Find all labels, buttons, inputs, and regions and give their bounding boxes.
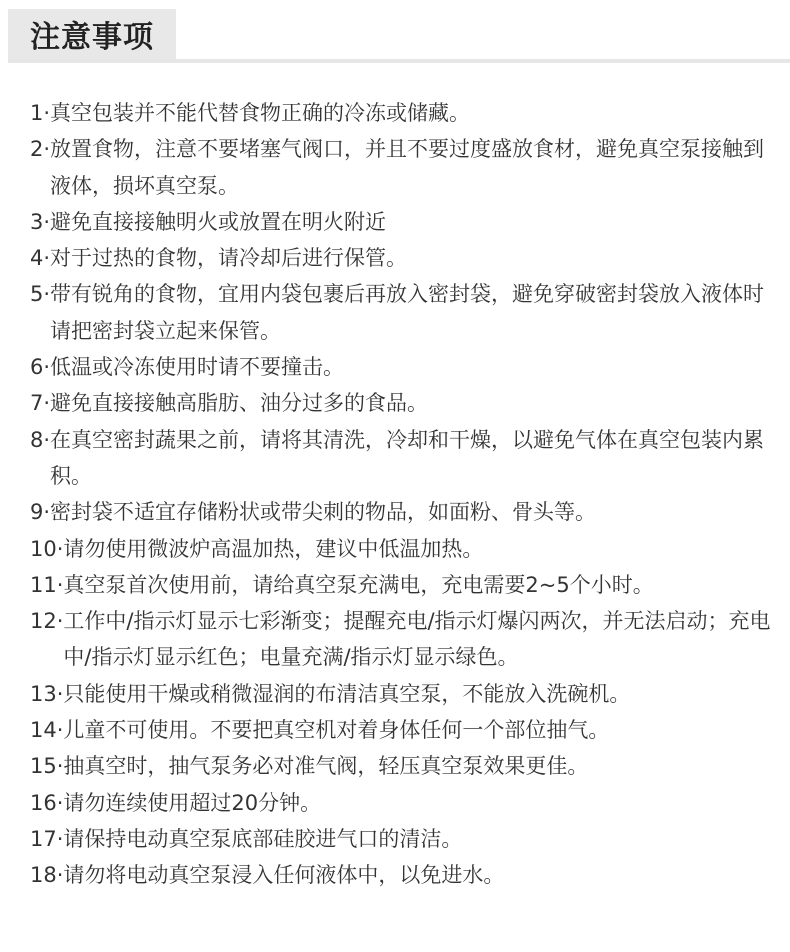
note-number: 5· xyxy=(30,282,51,307)
note-item xyxy=(30,385,780,421)
note-number: 17· xyxy=(30,826,64,851)
note-item xyxy=(30,131,780,204)
note-item xyxy=(30,785,780,821)
note-text: 请勿使用微波炉高温加热，建议中低温加热。 xyxy=(63,536,484,561)
note-text: 对于过热的食物，请冷却后进行保管。 xyxy=(50,246,408,271)
note-item xyxy=(30,204,780,240)
note-item xyxy=(30,603,780,676)
note-text: 密封袋不适宜存储粉状或带尖刺的物品，如面粉、骨头等。 xyxy=(50,500,597,525)
note-text: 在真空密封蔬果之前，请将其清洗，冷却和干燥，以避免气体在真空包装内累积。 xyxy=(50,427,765,488)
note-text: 只能使用干燥或稍微湿润的布清洁真空泵，不能放入洗碗机。 xyxy=(63,681,631,706)
note-item xyxy=(30,748,780,784)
note-number: 10· xyxy=(30,536,64,561)
note-item xyxy=(30,712,780,748)
note-number: 8· xyxy=(30,427,51,452)
note-item xyxy=(30,531,780,567)
note-number: 2· xyxy=(30,137,51,162)
note-item xyxy=(30,349,780,385)
note-number: 4· xyxy=(30,246,51,271)
note-item xyxy=(30,240,780,276)
note-text: 避免直接接触明火或放置在明火附近 xyxy=(50,209,387,234)
note-text: 带有锐角的食物，宜用内袋包裹后再放入密封袋，避免穿破密封袋放入液体时请把密封袋立起来保管。 xyxy=(50,282,765,343)
note-text: 请勿将电动真空泵浸入任何液体中，以免进水。 xyxy=(63,863,505,888)
note-text: 抽真空时，抽气泵务必对准气阀，轻压真空泵效果更佳。 xyxy=(63,754,589,779)
page-title: 注意事项 xyxy=(30,20,154,55)
note-number: 11· xyxy=(30,572,64,597)
note-item xyxy=(30,494,780,530)
note-number: 3· xyxy=(30,209,51,234)
note-number: 7· xyxy=(30,391,51,416)
note-number: 14· xyxy=(30,718,64,743)
note-text: 低温或冷冻使用时请不要撞击。 xyxy=(50,355,345,380)
note-text: 放置食物，注意不要堵塞气阀口，并且不要过度盛放食材，避免真空泵接触到液体，损坏真空泵。 xyxy=(50,137,765,198)
note-number: 12· xyxy=(30,609,64,634)
note-text: 请保持电动真空泵底部硅胶进气口的清洁。 xyxy=(63,826,463,851)
note-number: 13· xyxy=(30,681,64,706)
note-number: 6· xyxy=(30,355,51,380)
note-text: 真空泵首次使用前，请给真空泵充满电，充电需要2~5个小时。 xyxy=(63,572,654,597)
note-number: 15· xyxy=(30,754,64,779)
note-text: 真空包装并不能代替食物正确的冷冻或储藏。 xyxy=(50,101,471,125)
note-text: 工作中/指示灯显示七彩渐变；提醒充电/指示灯爆闪两次，并无法启动；充电中/指示灯显示红色；电量充满/指示灯显示绿色。 xyxy=(63,609,771,670)
note-item xyxy=(30,567,780,603)
note-text: 避免直接接触高脂肪、油分过多的食品。 xyxy=(50,391,429,416)
note-number: 18· xyxy=(30,863,64,888)
title-box xyxy=(8,9,176,59)
note-item xyxy=(30,857,780,893)
note-number: 9· xyxy=(30,500,51,525)
note-text: 儿童不可使用。不要把真空机对着身体任何一个部位抽气。 xyxy=(63,718,610,743)
note-item xyxy=(30,821,780,857)
note-text: 请勿连续使用超过20分钟。 xyxy=(63,790,322,815)
note-item xyxy=(30,276,780,349)
note-number: 16· xyxy=(30,790,64,815)
notes-list xyxy=(30,95,780,894)
note-item xyxy=(30,422,780,495)
note-item xyxy=(30,95,780,131)
note-number: 1· xyxy=(30,101,51,125)
note-item xyxy=(30,676,780,712)
